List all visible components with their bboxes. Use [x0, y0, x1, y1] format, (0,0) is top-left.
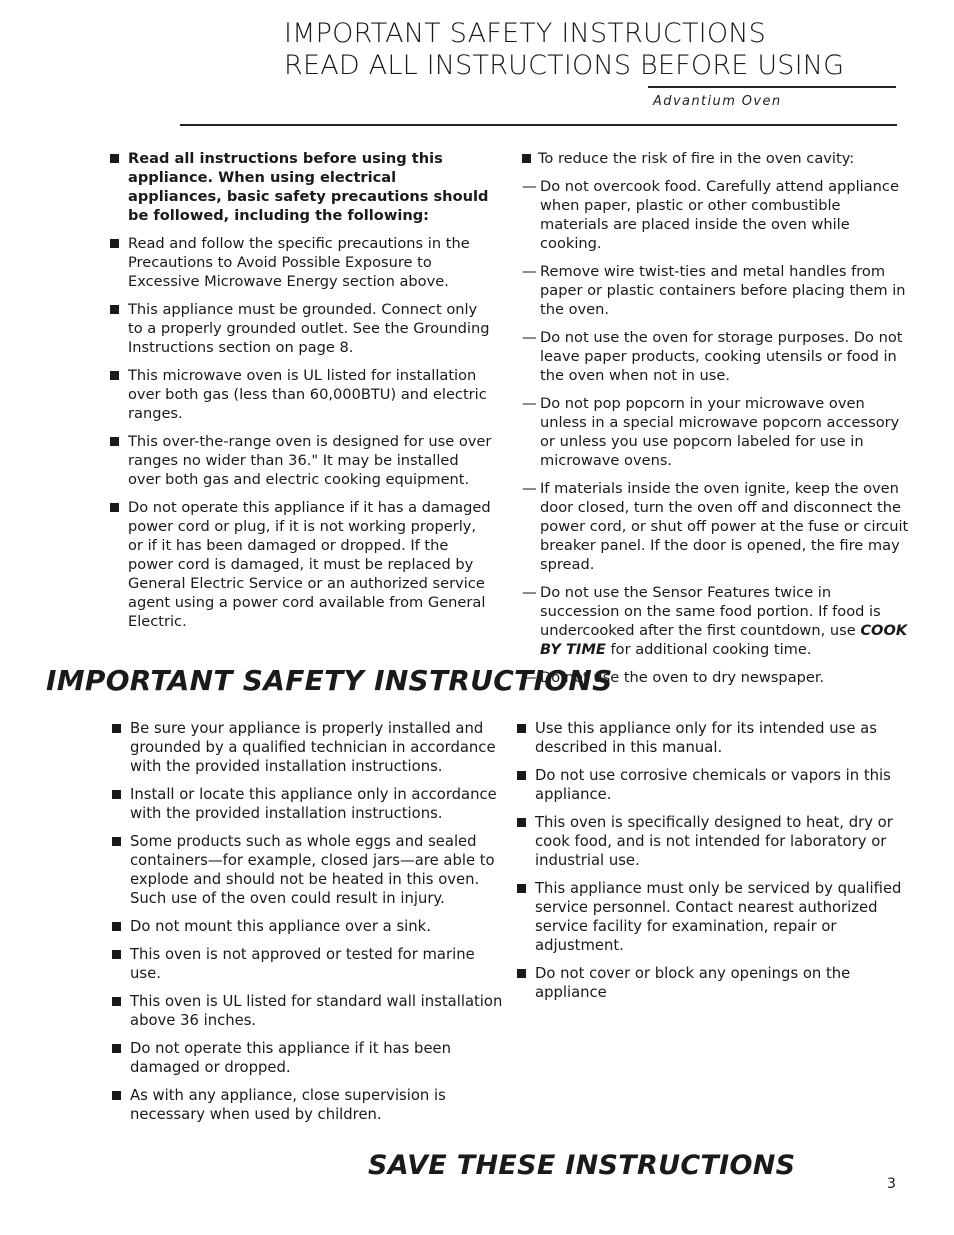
top-left-column	[110, 149, 494, 640]
sensor-text-after: for additional cooking time.	[605, 641, 812, 658]
bottom-left-column	[112, 719, 504, 1133]
list-item: Do not mount this appliance over a sink.	[112, 917, 504, 936]
list-item: Do not use corrosive chemicals or vapors in this appliance.	[517, 766, 909, 804]
list-item: This appliance must only be serviced by qualified service personnel. Contact nearest authorized service facility for examination, repair or adjustment.	[517, 879, 909, 955]
dash-item: — Do not use the oven for storage purposes. Do not leave paper products, cooking utensils or food in the oven when not in use.	[522, 328, 910, 385]
bottom-right-column	[517, 719, 909, 1011]
dash-item: — Remove wire twist-ties and metal handles from paper or plastic containers before placing them in the oven.	[522, 262, 910, 319]
list-item: Install or locate this appliance only in accordance with the provided installation instructions.	[112, 785, 504, 823]
dash-item-sensor	[522, 583, 910, 659]
cook-by-time-emphasis: COOK BY TIME	[540, 622, 908, 658]
list-item: To reduce the risk of fire in the oven cavity:	[522, 149, 910, 168]
header-divider-long	[180, 124, 897, 126]
list-item: This oven is specifically designed to heat, dry or cook food, and is not intended for laboratory or industrial use.	[517, 813, 909, 870]
list-item: Some products such as whole eggs and sealed containers—for example, closed jars—are able to explode and should not be heated in this oven. Such use of the oven could result in injury.	[112, 832, 504, 908]
save-instructions-heading: SAVE THESE INSTRUCTIONS	[368, 1150, 796, 1181]
top-right-column	[522, 149, 910, 696]
list-item: Use this appliance only for its intended use as described in this manual.	[517, 719, 909, 757]
list-item: This microwave oven is UL listed for installation over both gas (less than 60,000BTU) and electric ranges.	[110, 366, 494, 423]
list-item: As with any appliance, close supervision is necessary when used by children.	[112, 1086, 504, 1124]
sensor-text-before: Do not use the Sensor Features twice in succession on the same food portion. If food is undercooked after the first countdown, use	[540, 584, 881, 639]
page-title	[284, 18, 924, 82]
list-item: Do not cover or block any openings on the appliance	[517, 964, 909, 1002]
list-item: This appliance must be grounded. Connect only to a properly grounded outlet. See the Grounding Instructions section on page 8.	[110, 300, 494, 357]
list-item: Read and follow the specific precautions in the Precautions to Avoid Possible Exposure to Excessive Microwave Energy section above.	[110, 234, 494, 291]
section-heading: IMPORTANT SAFETY INSTRUCTIONS	[46, 664, 613, 697]
list-item: Be sure your appliance is properly installed and grounded by a qualified technician in accordance with the provided installation instructions.	[112, 719, 504, 776]
dash-item: — Do not pop popcorn in your microwave oven unless in a special microwave popcorn accessory or unless you use popcorn labeled for use in microwave ovens.	[522, 394, 910, 470]
list-item: This oven is not approved or tested for marine use.	[112, 945, 504, 983]
list-item: This over-the-range oven is designed for use over ranges no wider than 36." It may be installed over both gas and electric cooking equipment.	[110, 432, 494, 489]
page-title-line-1: IMPORTANT SAFETY INSTRUCTIONS	[284, 18, 767, 49]
page-number: 3	[887, 1176, 896, 1192]
dash-item: — If materials inside the oven ignite, keep the oven door closed, turn the oven off and disconnect the power cord, or shut off power at the fuse or circuit breaker panel. If the door is opened, the fire may spread.	[522, 479, 910, 574]
list-item: Do not operate this appliance if it has been damaged or dropped.	[112, 1039, 504, 1077]
header-divider-short	[648, 86, 896, 88]
list-item: This oven is UL listed for standard wall installation above 36 inches.	[112, 992, 504, 1030]
product-subtitle: Advantium Oven	[653, 94, 782, 109]
page-title-line-2: READ ALL INSTRUCTIONS BEFORE USING	[284, 50, 845, 81]
dash-item: — Do not use the oven to dry newspaper.	[522, 668, 910, 687]
list-item: Read all instructions before using this appliance. When using electrical appliances, basic safety precautions should be followed, including the following:	[110, 149, 494, 225]
dash-item: — Do not overcook food. Carefully attend appliance when paper, plastic or other combustible materials are placed inside the oven while cooking.	[522, 177, 910, 253]
list-item: Do not operate this appliance if it has a damaged power cord or plug, if it is not working properly, or if it has been damaged or dropped. If the power cord is damaged, it must be replaced by General Electric Service or an authorized service agent using a power cord available from General Electric.	[110, 498, 494, 631]
